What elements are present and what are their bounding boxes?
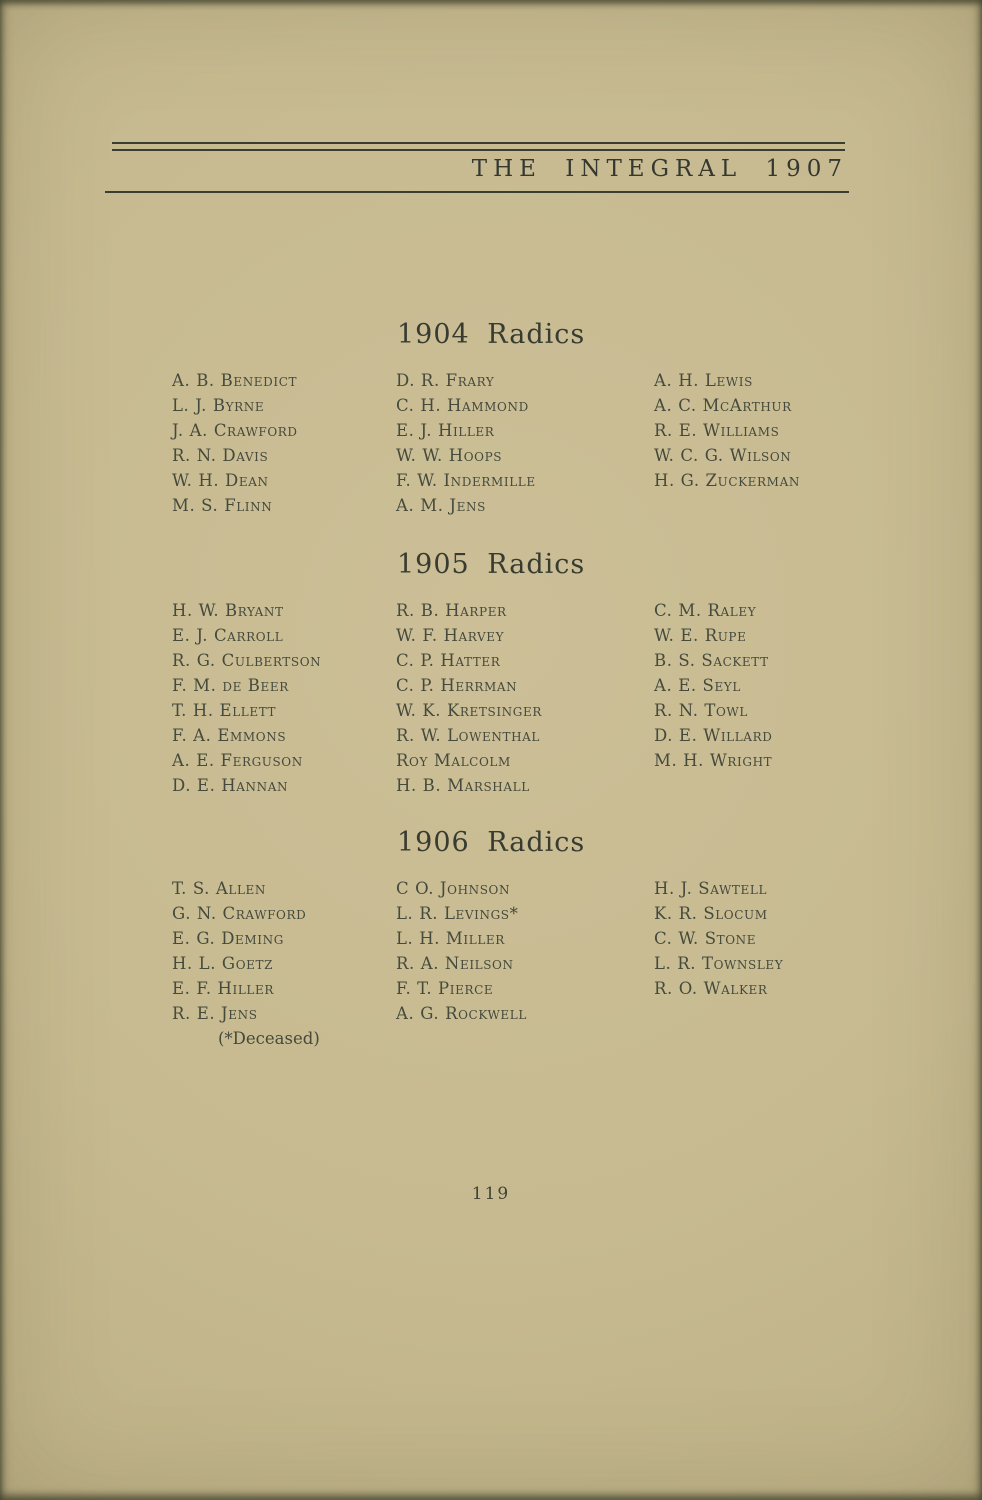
name-column [172,876,396,1051]
section-title-1905: 1905 Radics [397,549,586,580]
name-entry: T. S. Allen [172,879,266,898]
name-entry: R. N. Davis [172,446,269,465]
name-entry: H. B. Marshall [396,776,530,795]
name-entry: B. S. Sackett [654,651,769,670]
name-entry: L. J. Byrne [172,396,265,415]
name-entry: W. F. Harvey [396,626,505,645]
name-columns-1906 [172,876,848,1051]
name-entry: G. N. Crawford [172,904,307,923]
name-entry: L. R. Levings* [396,904,519,923]
section-1904-radics [172,320,848,518]
name-entry: A. E. Ferguson [172,751,303,770]
name-entry: R. E. Williams [654,421,780,440]
roster-content [172,320,848,1051]
name-entry: R. W. Lowenthal [396,726,540,745]
name-entry: A. C. McArthur [654,396,792,415]
name-entry: K. R. Slocum [654,904,768,923]
name-entry: H. W. Bryant [172,601,284,620]
name-entry: C. W. Stone [654,929,757,948]
name-column [396,598,654,798]
name-entry: W. C. G. Wilson [654,446,792,465]
name-column [654,368,848,493]
name-entry: A. B. Benedict [172,371,298,390]
name-entry: D. E. Willard [654,726,773,745]
masthead-title: THE INTEGRAL 1907 [471,156,848,182]
name-entry: F. W. Indermille [396,471,536,490]
name-entry: L. R. Townsley [654,954,784,973]
section-1905-radics [172,550,848,798]
page-number: 119 [471,1184,511,1204]
masthead-double-rule [112,142,845,151]
name-entry: R. N. Towl [654,701,748,720]
name-entry: E. J. Hiller [396,421,495,440]
name-entry: R. O. Walker [654,979,768,998]
section-title-1906: 1906 Radics [397,827,586,858]
name-entry: E. J. Carroll [172,626,284,645]
name-entry: F. M. de Beer [172,676,289,695]
name-column [172,598,396,798]
section-1906-radics [172,828,848,1051]
name-entry: C O. Johnson [396,879,511,898]
name-entry: E. G. Deming [172,929,284,948]
name-entry: H. G. Zuckerman [654,471,800,490]
name-entry: C. H. Hammond [396,396,529,415]
name-entry: W. H. Dean [172,471,269,490]
name-entry: R. G. Culbertson [172,651,322,670]
name-column [654,598,848,773]
name-entry: Roy Malcolm [396,751,511,770]
name-entry: A. E. Seyl [654,676,741,695]
name-entry: A. G. Rockwell [396,1004,527,1023]
name-entry: M. H. Wright [654,751,773,770]
name-entry: L. H. Miller [396,929,505,948]
name-entry: R. A. Neilson [396,954,514,973]
name-entry: W. E. Rupe [654,626,747,645]
masthead-single-rule [105,191,849,193]
name-entry: W. K. Kretsinger [396,701,542,720]
name-entry: H. J. Sawtell [654,879,768,898]
name-entry: D. R. Frary [396,371,495,390]
name-entry: W. W. Hoops [396,446,503,465]
deceased-footnote: (*Deceased) [218,1029,320,1048]
name-entry: C. P. Herrman [396,676,518,695]
name-columns-1905 [172,598,848,798]
name-entry: A. M. Jens [396,496,486,515]
name-column [396,368,654,518]
name-entry: C. M. Raley [654,601,757,620]
section-title-1904: 1904 Radics [397,319,586,350]
name-column [396,876,654,1026]
name-entry: M. S. Flinn [172,496,273,515]
name-column [654,876,848,1001]
name-entry: H. L. Goetz [172,954,274,973]
name-entry: F. T. Pierce [396,979,494,998]
name-entry: D. E. Hannan [172,776,289,795]
name-entry: F. A. Emmons [172,726,287,745]
name-entry: J. A. Crawford [172,421,298,440]
name-entry: A. H. Lewis [654,371,753,390]
name-entry: R. E. Jens [172,1004,258,1023]
name-column [172,368,396,518]
name-entry: E. F. Hiller [172,979,274,998]
name-entry: C. P. Hatter [396,651,501,670]
name-columns-1904 [172,368,848,518]
name-entry: T. H. Ellett [172,701,277,720]
name-entry: R. B. Harper [396,601,507,620]
